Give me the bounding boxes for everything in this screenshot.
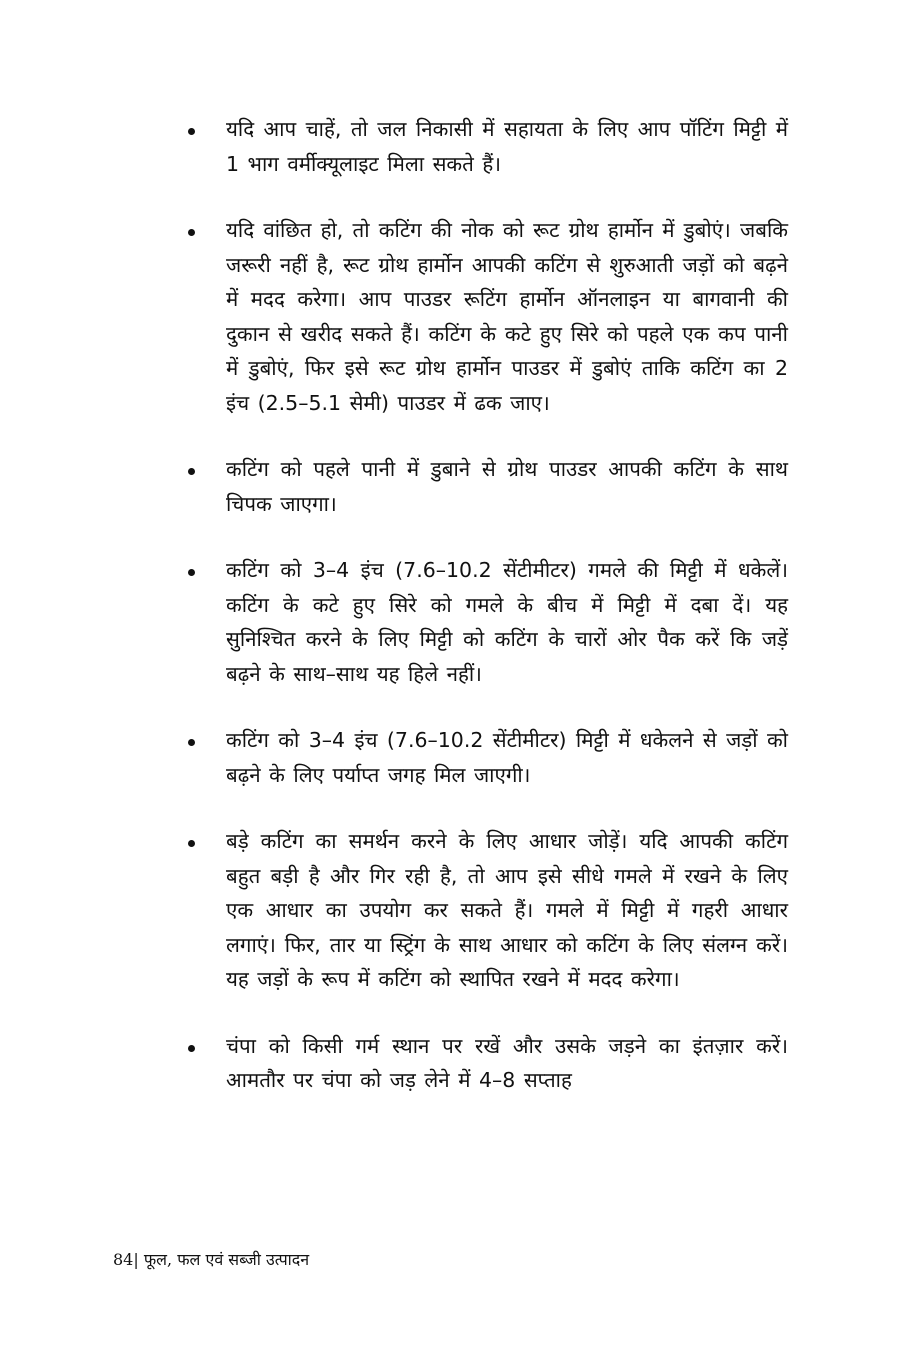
list-item [180, 112, 788, 181]
bullet-text: यदि आप चाहें, तो जल निकासी में सहायता के लिए आप पॉटिंग मिट्टी में 1 भाग वर्मीक्यूलाइट मिला सकते हैं। [226, 117, 788, 176]
bullet-icon [188, 1045, 195, 1052]
bullet-icon [188, 128, 195, 135]
list-item [180, 553, 788, 691]
list-item [180, 452, 788, 521]
list-item [180, 1029, 788, 1098]
bullet-icon [188, 739, 195, 746]
bullet-icon [188, 569, 195, 576]
bullet-list [180, 112, 788, 1130]
bullet-text: बड़े कटिंग का समर्थन करने के लिए आधार जोड़ें। यदि आपकी कटिंग बहुत बड़ी है और गिर रही है, तो आप इसे सीधे गमले में रखने के लिए एक आधार का उपयोग कर सकते हैं। गमले में मिट्टी में गहरी आधार लगाएं। फिर, तार या स्ट्रिंग के साथ आधार को कटिंग के लिए संलग्न करें। यह जड़ों के रूप में कटिंग को स्थापित रखने में मदद करेगा। [226, 829, 788, 991]
bullet-text: कटिंग को पहले पानी में डुबाने से ग्रोथ पाउडर आपकी कटिंग के साथ चिपक जाएगा। [226, 457, 788, 516]
bullet-text: यदि वांछित हो, तो कटिंग की नोक को रूट ग्रोथ हार्मोन में डुबोएं। जबकि जरूरी नहीं है, रूट ग्रोथ हार्मोन आपकी कटिंग से शुरुआती जड़ों को बढ़ने में मदद करेगा। आप पाउडर रूटिंग हार्मोन ऑनलाइन या बागवानी की दुकान से खरीद सकते हैं। कटिंग के कटे हुए सिरे को पहले एक कप पानी में डुबोएं, फिर इसे रूट ग्रोथ हार्मोन पाउडर में डुबोएं ताकि कटिंग का 2 इंच (2.5–5.1 सेमी) पाउडर में ढक जाए। [226, 218, 788, 415]
bullet-text: चंपा को किसी गर्म स्थान पर रखें और उसके जड़ने का इंतज़ार करें। आमतौर पर चंपा को जड़ लेने में 4–8 सप्ताह [226, 1033, 788, 1092]
bullet-icon [188, 229, 195, 236]
list-item [180, 723, 788, 792]
bullet-text: कटिंग को 3–4 इंच (7.6–10.2 सेंटीमीटर) मिट्टी में धकेलने से जड़ों को बढ़ने के लिए पर्याप्त जगह मिल जाएगी। [226, 728, 788, 787]
bullet-text: कटिंग को 3–4 इंच (7.6–10.2 सेंटीमीटर) गमले की मिट्टी में धकेलें। कटिंग के कटे हुए सिरे को गमले के बीच में मिट्टी में दबा दें। यह सुनिश्चित करने के लिए मिट्टी को कटिंग के चारों ओर पैक करें कि जड़ें बढ़ने के साथ–साथ यह हिले नहीं। [226, 558, 788, 686]
bullet-icon [188, 840, 195, 847]
page-number: 84 [113, 1250, 134, 1269]
list-item [180, 824, 788, 997]
list-item [180, 213, 788, 420]
bullet-icon [188, 468, 195, 475]
book-title: फूल, फल एवं सब्जी उत्पादन [143, 1250, 310, 1269]
page-footer [113, 1248, 309, 1272]
footer-separator: | [133, 1250, 139, 1269]
